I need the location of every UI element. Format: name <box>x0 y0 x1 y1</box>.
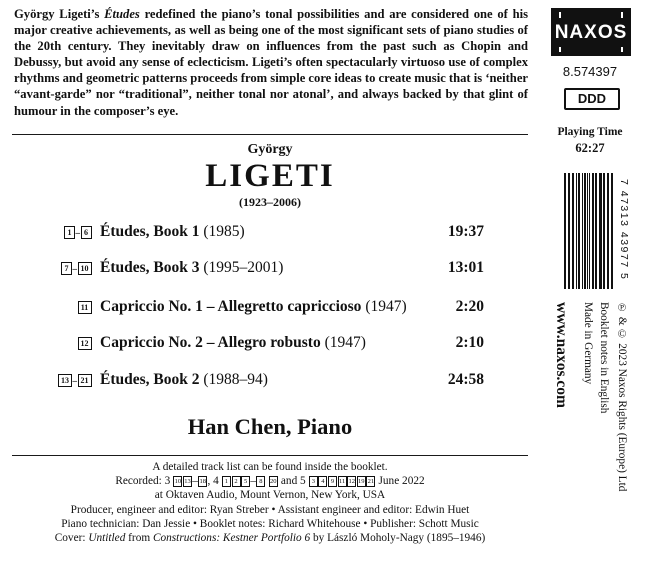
track-duration: 13:01 <box>447 259 484 276</box>
track-number-box: 12 <box>78 337 92 350</box>
ddd-badge: DDD <box>564 88 620 110</box>
composer-dates: (1923–2006) <box>239 195 301 209</box>
booklet-language: Booklet notes in English <box>598 302 610 414</box>
performer-credit: Han Chen, Piano <box>187 414 353 439</box>
cover-credit: Cover: Untitled from Constructions: Kestner Portfolio 6 by László Moholy-Nagy (1895–1946) <box>54 532 486 545</box>
barcode-bar <box>595 173 597 289</box>
work-title: Capriccio No. 2 – Allegro robusto <box>100 334 321 351</box>
track-numbers: 7 – 10 <box>52 262 92 275</box>
track-number-box: 21 <box>78 374 92 387</box>
barcode-bar <box>576 173 577 289</box>
intro-paragraph <box>14 6 528 119</box>
work-year: (1988–94) <box>203 371 268 388</box>
track-title <box>100 298 407 316</box>
website-url[interactable]: www.naxos.com <box>553 302 570 408</box>
track-row <box>52 223 484 245</box>
intro-text-rest: redefined the piano’s tonal possibilities and are considered one of his major creative achievements, as well as being one of the most significant sets of piano studies of the 20th century. They inevitably draw on influences from the past such as Chopin and Debussy, but avoid any sense of eclecticism. Ligeti’s often spectacularly virtuoso use of complex rhythms and geometric patterns proceeds from simple core ideas to create music that is ‘neither “avant-garde” nor “traditional”, neither tonal nor atonal’, and always backed by that glint of humour in the composer’s eye. <box>14 7 528 118</box>
barcode-bar <box>578 173 580 289</box>
work-title: Capriccio No. 1 – Allegretto capriccioso <box>100 298 362 315</box>
track-duration: 2:10 <box>455 334 484 351</box>
track-number-box: 7 <box>61 262 72 275</box>
track-numbers: 13 – 21 <box>52 374 92 387</box>
track-number-box: 6 <box>81 226 92 239</box>
intro-text-start: György Ligeti’s <box>14 7 105 21</box>
logo-wordmark: NAXOS <box>554 22 628 43</box>
track-numbers: 1 – 6 <box>52 226 92 239</box>
production-credits: Producer, engineer and editor: Ryan Streber • Assistant engineer and editor: Edwin Huet <box>70 503 470 516</box>
technical-credits: Piano technician: Dan Jessie • Booklet notes: Richard Whitehouse • Publisher: Schott Music <box>61 517 479 530</box>
rights-notice: ℗ & © 2023 Naxos Rights (Europe) Ltd <box>616 302 628 492</box>
barcode-bar <box>599 173 602 289</box>
divider-bottom <box>12 455 528 456</box>
track-row <box>52 371 484 393</box>
intro-etudes-italic: Études <box>104 7 140 21</box>
track-title <box>100 371 268 389</box>
barcode-bars <box>564 173 614 289</box>
barcode-bar <box>572 173 574 289</box>
barcode-bar <box>607 173 609 289</box>
playing-time-value: 62:27 <box>575 141 605 155</box>
track-row <box>52 259 484 281</box>
work-year: (1947) <box>324 334 366 351</box>
naxos-logo <box>551 8 631 56</box>
barcode-bar <box>584 173 586 289</box>
track-number-box: 10 <box>78 262 92 275</box>
barcode <box>546 163 638 297</box>
work-title: Études, Book 3 <box>100 259 200 276</box>
barcode-digits: 7 47313 43977 5 <box>618 179 630 281</box>
track-number-box: 13 <box>58 374 72 387</box>
barcode-bar <box>611 173 613 289</box>
track-number-box: 11 <box>78 301 92 314</box>
track-title <box>100 334 366 352</box>
playing-time-label: Playing Time <box>557 126 623 138</box>
work-title: Études, Book 1 <box>100 223 200 240</box>
barcode-bar <box>589 173 590 289</box>
divider-top <box>12 134 528 135</box>
booklet-note: A detailed track list can be found inside the booklet. <box>152 461 388 473</box>
barcode-bar <box>592 173 594 289</box>
logo-pillars-top <box>559 12 623 18</box>
track-row <box>52 298 484 320</box>
composer-first-name: György <box>247 142 293 157</box>
track-title <box>100 259 283 277</box>
work-year: (1995–2001) <box>203 259 284 276</box>
track-row <box>52 334 484 356</box>
barcode-bar <box>564 173 566 289</box>
spine-panel <box>540 0 649 561</box>
track-title <box>100 223 245 241</box>
credits-block <box>0 460 540 545</box>
work-year: (1947) <box>365 298 407 315</box>
barcode-bar <box>587 173 588 289</box>
barcode-bar <box>568 173 570 289</box>
composer-last-name: LIGETI <box>205 158 335 194</box>
logo-pillars-bottom <box>559 47 623 52</box>
work-title: Études, Book 2 <box>100 371 200 388</box>
track-duration: 24:58 <box>447 371 484 388</box>
made-in: Made in Germany <box>582 302 594 385</box>
recording-venue: at Oktaven Audio, Mount Vernon, New York, USA <box>154 489 386 502</box>
barcode-bar <box>603 173 605 289</box>
track-duration: 19:37 <box>447 223 484 240</box>
track-duration: 2:20 <box>455 298 484 315</box>
track-numbers <box>52 337 92 350</box>
barcode-bar <box>582 173 583 289</box>
catalogue-number: 8.574397 <box>562 64 618 79</box>
recording-dates: Recorded: 3 10 13 – 18 , 4 1 2 5 – 8 20 and 5 3 4 9 11 12 19 21 June 2022 <box>115 475 425 488</box>
work-year: (1985) <box>203 223 245 240</box>
track-numbers <box>52 301 92 314</box>
track-number-box: 1 <box>64 226 75 239</box>
